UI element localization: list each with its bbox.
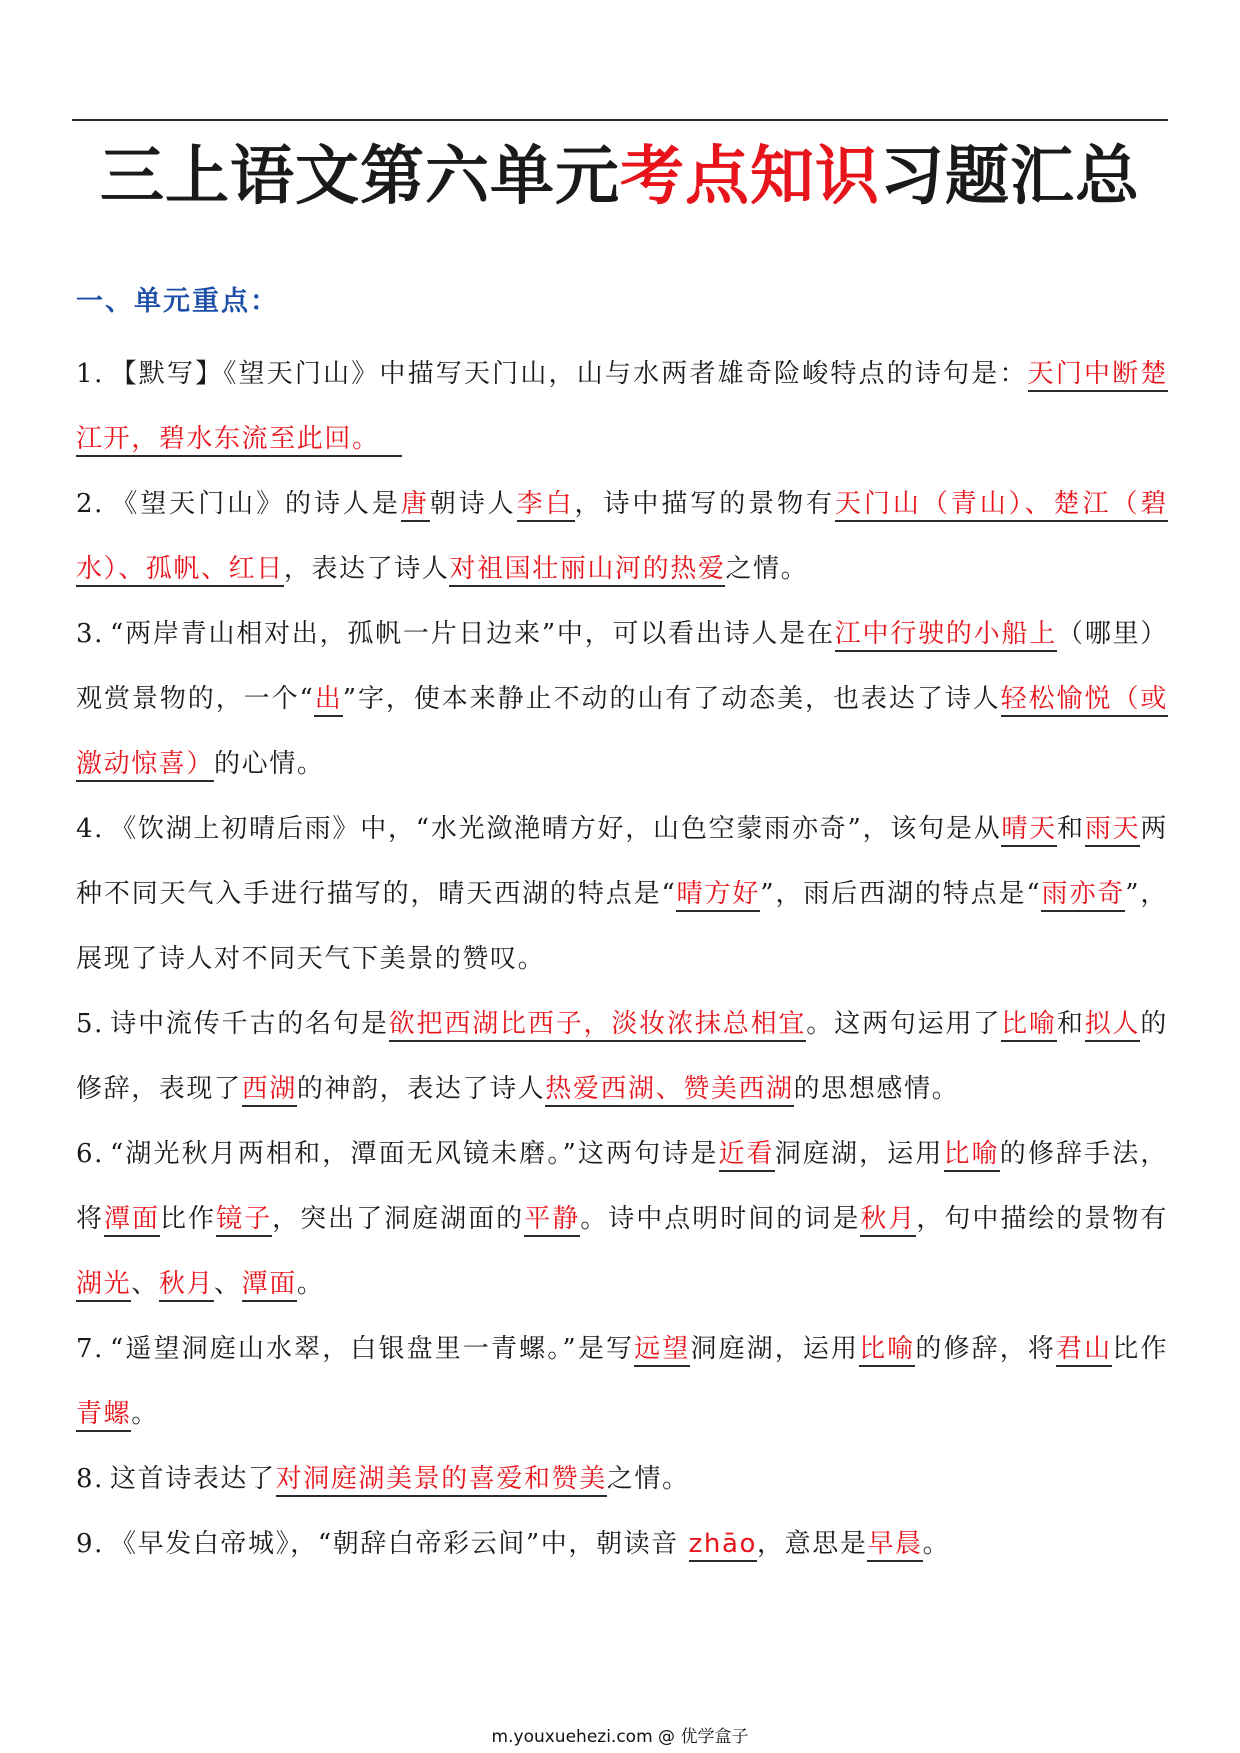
answer-blank: 欲把西湖比西子，淡妆浓抹总相宜 — [389, 1009, 807, 1042]
question-text: “湖光秋月两相和，潭面无风镜未磨。”这两句诗是 — [110, 1139, 719, 1169]
question-number: 4. — [76, 814, 105, 844]
question-text: ”字，使本来静止不动的山有了动态美，也表达了诗人 — [342, 684, 1001, 714]
question-text: 的修辞，表现了 — [76, 1009, 1168, 1104]
question-text: 《望天门山》的诗人是 — [110, 489, 401, 519]
answer-blank: 潭面 — [104, 1204, 160, 1237]
question-text: 和 — [1056, 1009, 1085, 1039]
question-number: 9. — [76, 1529, 105, 1559]
question-text: 。 — [131, 1399, 159, 1429]
answer-blank: zhāo — [689, 1529, 757, 1562]
title-part-1: 三上语文第六单元 — [100, 140, 620, 214]
answer-blank: 远望 — [634, 1334, 690, 1367]
answer-blank: 比喻 — [859, 1334, 915, 1367]
answer-blank: 天门山（青山）、楚江（碧水）、孤帆、红日 — [76, 489, 1168, 587]
question-text: 两种不同天气入手进行描写的，晴天西湖的特点是“ — [76, 814, 1168, 909]
question-text: 【默写】《望天门山》中描写天门山，山与水两者雄奇险峻特点的诗句是： — [110, 359, 1028, 389]
question-number: 5. — [76, 1009, 105, 1039]
question-text: ”，展现了诗人对不同天气下美景的赞叹。 — [76, 879, 1168, 974]
answer-blank: 雨亦奇 — [1041, 879, 1125, 912]
question-text: 《饮湖上初晴后雨》中，“水光潋滟晴方好，山色空蒙雨亦奇”，该句是从 — [110, 814, 1002, 844]
question-text: 诗中流传千古的名句是 — [110, 1009, 389, 1039]
question-number: 2. — [76, 489, 105, 519]
question-number: 3. — [76, 619, 105, 649]
section-heading: 一、单元重点： — [76, 286, 279, 317]
question-text: ，诗中描写的景物有 — [574, 489, 835, 519]
question-text: “遥望洞庭山水翠，白银盘里一青螺。”是写 — [110, 1334, 635, 1364]
question-item — [76, 992, 1168, 1122]
question-text: 。 — [922, 1529, 951, 1559]
question-item — [76, 1447, 1168, 1512]
question-number: 1. — [76, 359, 105, 389]
question-text: 。诗中点明时间的词是 — [580, 1204, 861, 1234]
answer-blank: 出 — [314, 684, 342, 717]
footer-watermark: m.youxuehezi.com @ 优学盒子 — [491, 1727, 749, 1747]
question-text: 比作 — [160, 1204, 217, 1234]
answer-blank: 近看 — [719, 1139, 775, 1172]
question-number: 7. — [76, 1334, 105, 1364]
question-text: （哪里）观赏景物的，一个“ — [76, 619, 1168, 714]
answer-blank: 湖光 — [76, 1269, 131, 1302]
top-divider — [72, 119, 1168, 121]
question-text: ，句中描绘的景物有 — [916, 1204, 1169, 1234]
question-text: 比作 — [1112, 1334, 1169, 1364]
question-number: 6. — [76, 1139, 105, 1169]
question-text: ，突出了洞庭湖面的 — [272, 1204, 525, 1234]
question-text: 。这两句运用了 — [806, 1009, 1002, 1039]
question-text: 朝诗人 — [429, 489, 517, 519]
answer-blank: 君山 — [1056, 1334, 1112, 1367]
question-text: 之情。 — [606, 1464, 690, 1494]
title-part-2: 习题汇总 — [880, 140, 1140, 214]
question-text: 、 — [214, 1269, 242, 1299]
title-highlight: 考点知识 — [620, 140, 880, 214]
question-item — [76, 472, 1168, 602]
answer-blank: 对祖国壮丽山河的热爱 — [449, 554, 725, 587]
question-text: 的思想感情。 — [793, 1074, 960, 1104]
answer-blank: 平静 — [524, 1204, 580, 1237]
question-item — [76, 797, 1168, 992]
question-text: ，表达了诗人 — [283, 554, 450, 584]
question-text: ”，雨后西湖的特点是“ — [760, 879, 1042, 909]
question-text: 、 — [131, 1269, 159, 1299]
key-points-list — [76, 342, 1168, 1577]
question-text: 的修辞手法，将 — [76, 1139, 1169, 1234]
answer-blank: 轻松愉悦（或激动惊喜） — [76, 684, 1168, 782]
answer-blank: 早晨 — [867, 1529, 922, 1562]
question-item — [76, 602, 1168, 797]
question-text: 的心情。 — [214, 749, 325, 779]
answer-blank: 唐 — [401, 489, 430, 522]
answer-blank: 镜子 — [216, 1204, 272, 1237]
question-item — [76, 1122, 1168, 1317]
question-text: 《早发白帝城》，“朝辞白帝彩云间”中，朝读音 — [110, 1529, 689, 1559]
answer-blank: 晴方好 — [676, 879, 760, 912]
question-text: 和 — [1057, 814, 1085, 844]
answer-blank: 天门中断楚江开，碧水东流至此回。 — [76, 359, 1168, 457]
question-text: 之情。 — [725, 554, 809, 584]
question-text: 的修辞，将 — [915, 1334, 1057, 1364]
answer-blank: 比喻 — [1001, 1009, 1057, 1042]
answer-blank: 拟人 — [1085, 1009, 1141, 1042]
question-item — [76, 1512, 1168, 1577]
answer-blank: 热爱西湖、赞美西湖 — [545, 1074, 793, 1107]
page-title — [0, 136, 1240, 218]
question-text: 。 — [296, 1269, 325, 1299]
question-item — [76, 342, 1168, 472]
answer-blank: 秋月 — [159, 1269, 214, 1302]
answer-blank: 秋月 — [860, 1204, 916, 1237]
answer-blank: 晴天 — [1001, 814, 1057, 847]
question-text: “两岸青山相对出，孤帆一片日边来”中，可以看出诗人是在 — [110, 619, 835, 649]
answer-blank: 比喻 — [944, 1139, 1000, 1172]
question-item — [76, 1317, 1168, 1447]
answer-blank: 雨天 — [1085, 814, 1141, 847]
question-text: 这首诗表达了 — [110, 1464, 276, 1494]
question-text: ，意思是 — [757, 1529, 868, 1559]
answer-blank: 江中行驶的小船上 — [835, 619, 1057, 652]
question-text: 洞庭湖，运用 — [690, 1334, 860, 1364]
question-text: 的神韵，表达了诗人 — [296, 1074, 546, 1104]
answer-blank: 潭面 — [242, 1269, 297, 1302]
question-text: 洞庭湖，运用 — [774, 1139, 944, 1169]
question-number: 8. — [76, 1464, 105, 1494]
answer-blank: 李白 — [517, 489, 575, 522]
answer-blank: 青螺 — [76, 1399, 131, 1432]
answer-blank: 西湖 — [242, 1074, 297, 1107]
answer-blank: 对洞庭湖美景的喜爱和赞美 — [276, 1464, 607, 1497]
